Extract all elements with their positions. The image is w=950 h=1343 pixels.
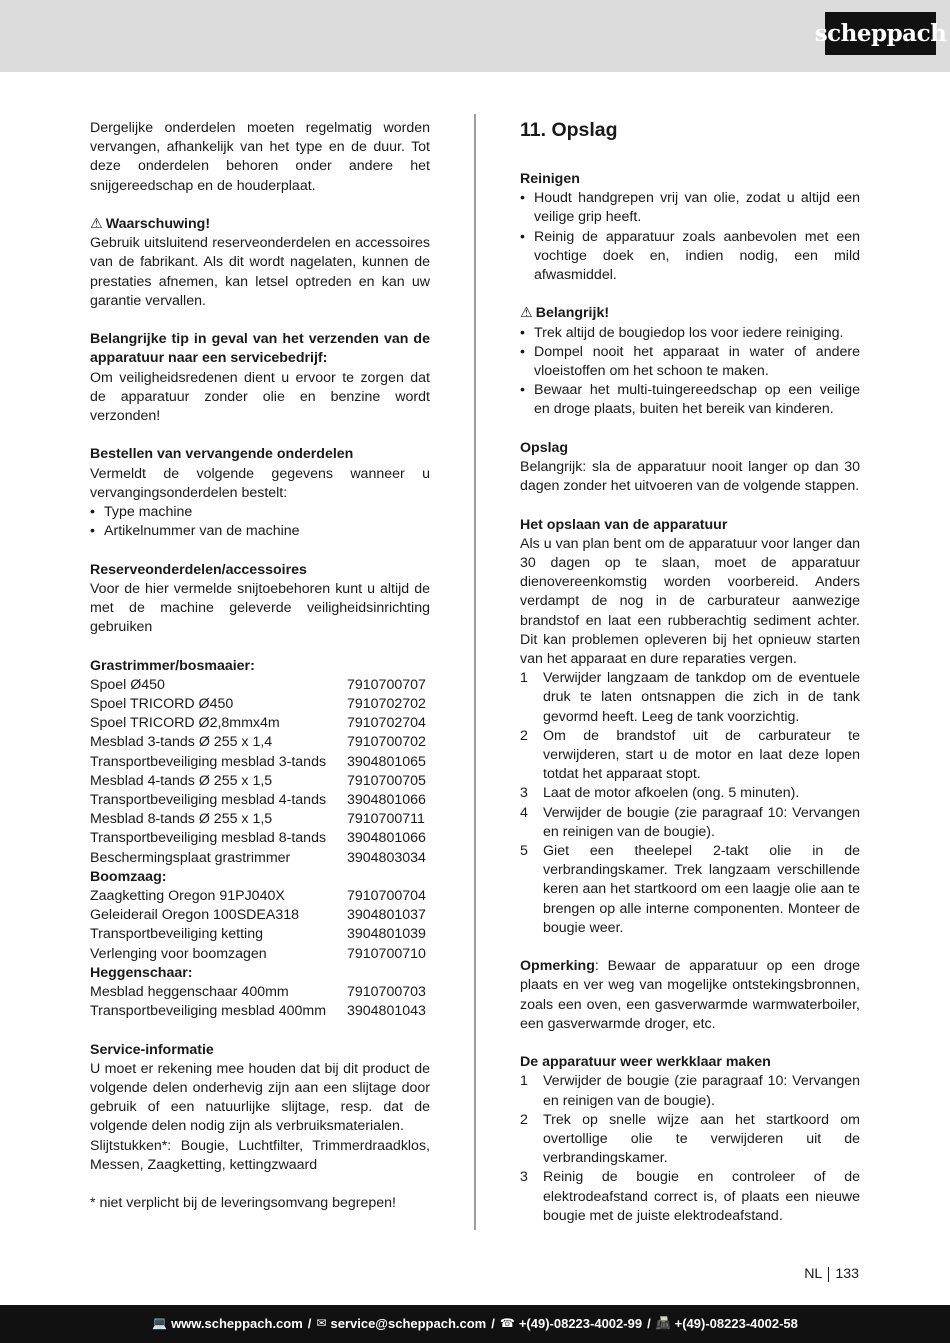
parts-row bbox=[90, 772, 430, 791]
list-item: 2 Om de brandstof uit de carburateur te verwijderen, start u de motor en laat deze lopen totdat het apparaat stopt. bbox=[520, 727, 860, 783]
part-name: Transportbeveiliging mesblad 4-tands bbox=[90, 792, 327, 809]
parts-row bbox=[90, 676, 430, 695]
part-name: Transportbeveiliging mesblad 8-tands bbox=[90, 830, 327, 847]
left-column bbox=[90, 119, 430, 1213]
fax-number: +(49)-08223-4002-58 bbox=[674, 1316, 798, 1332]
part-name: Beschermingsplaat grastrimmer bbox=[90, 849, 291, 866]
grass-trimmer-parts-table bbox=[90, 676, 430, 868]
shipping-tip-text: Om veiligheidsredenen dient u ervoor te zorgen dat de apparatuur zonder olie en benzine wordt verzonden! bbox=[90, 369, 430, 425]
part-name: Mesblad heggenschaar 400mm bbox=[90, 984, 289, 1001]
storing-equipment-heading: Het opslaan van de apparatuur bbox=[520, 516, 728, 533]
parts-row bbox=[90, 829, 430, 848]
chainsaw-parts-table bbox=[90, 887, 430, 964]
parts-row bbox=[90, 753, 430, 772]
part-name: Verlenging voor boomzagen bbox=[90, 945, 267, 962]
part-name: Mesblad 8-tands Ø 255 x 1,5 bbox=[90, 811, 273, 828]
footnote: * niet verplicht bij de leveringsomvang begrepen! bbox=[90, 1195, 397, 1212]
list-item: • Dompel nooit het apparaat in water of andere vloeistoffen om het schoon te maken. bbox=[520, 343, 860, 381]
parts-row bbox=[90, 887, 430, 906]
chainsaw-heading: Boomzaag: bbox=[90, 868, 167, 885]
storage-text: Belangrijk: sla de apparatuur nooit langer op dan 30 dagen zonder het uitvoeren van de volgende stappen. bbox=[520, 459, 860, 495]
phone-number: +(49)-08223-4002-99 bbox=[518, 1316, 643, 1332]
page-header bbox=[0, 0, 950, 72]
service-info-heading: Service-informatie bbox=[90, 1041, 214, 1058]
hedge-trimmer-heading: Heggenschaar: bbox=[90, 964, 193, 981]
parts-row bbox=[90, 810, 430, 829]
important-list bbox=[520, 324, 860, 420]
list-item: 5 Giet een theelepel 2-takt olie in de verbrandingskamer. Trek langzaam verschillende keren aan het startkoord om een laagje olie aan te brengen op alle interne componenten. Monteer de bougie weer. bbox=[520, 843, 860, 936]
list-item: 1 Verwijder de bougie (zie paragraaf 10: Vervangen en reinigen van de bougie). bbox=[520, 1073, 860, 1109]
part-code: 7910700705 bbox=[347, 772, 426, 789]
parts-row bbox=[90, 695, 430, 714]
order-parts-text: Vermeldt de volgende gegevens wanneer u vervangingsonderdelen bestelt: bbox=[90, 465, 430, 501]
list-item: • Houdt handgrepen vrij van olie, zodat u altijd een veilige grip heeft. bbox=[520, 189, 860, 227]
list-item: • Trek altijd de bougiedop los voor iedere reiniging. bbox=[520, 324, 860, 343]
fax-icon: 📠 bbox=[655, 1316, 671, 1331]
part-name: Spoel TRICORD Ø2,8mmx4m bbox=[90, 715, 280, 732]
parts-row bbox=[90, 849, 430, 868]
warning-heading: ⚠ Waarschuwing! bbox=[90, 215, 430, 234]
spares-text: Voor de hier vermelde snijtoebehoren kunt u altijd de met de machine geleverde veiligheidsinrichting gebruiken bbox=[90, 580, 430, 636]
grass-trimmer-heading: Grastrimmer/bosmaaier: bbox=[90, 657, 255, 674]
warning-text: Gebruik uitsluitend reserveonderdelen en accessoires van de fabrikant. Als dit wordt nagelaten, kunnen de prestaties afnemen, kan letsel optreden en kan uw garantie vervallen. bbox=[90, 235, 430, 309]
storing-steps-list bbox=[520, 669, 860, 938]
hedge-trimmer-parts-table bbox=[90, 983, 430, 1021]
part-name: Transportbeveiliging ketting bbox=[90, 926, 263, 943]
part-name: Mesblad 3-tands Ø 255 x 1,4 bbox=[90, 734, 273, 751]
email-link[interactable]: service@scheppach.com bbox=[330, 1316, 487, 1332]
service-info-text: U moet er rekening mee houden dat bij dit product de volgende delen onderhevig zijn aan een slijtage door gebruik of een natuurlijke slijtage, resp. dat de volgende delen nodig zijn als verbruiksmaterialen. bbox=[90, 1060, 430, 1135]
note-paragraph: Opmerking: Bewaar de apparatuur op een droge plaats en ver weg van mogelijke ontstekingsbronnen, zoals een oven, een gasverwarmde warmwaterboiler, een gasverwarmde droger, etc. bbox=[520, 958, 860, 1032]
column-divider bbox=[474, 114, 476, 1230]
order-parts-heading: Bestellen van vervangende onderdelen bbox=[90, 446, 354, 463]
part-code: 3904803034 bbox=[347, 849, 426, 866]
important-heading: ⚠ Belangrijk! bbox=[520, 304, 860, 323]
page-number bbox=[804, 1265, 859, 1284]
parts-row bbox=[90, 983, 430, 1002]
list-item: 4 Verwijder de bougie (zie paragraaf 10: Vervangen en reinigen van de bougie). bbox=[520, 804, 860, 840]
part-code: 7910700703 bbox=[347, 984, 426, 1001]
part-code: 3904801039 bbox=[347, 926, 426, 943]
right-column bbox=[520, 119, 860, 1226]
list-item: 2 Trek op snelle wijze aan het startkoord om overtollige olie te verwijderen uit de verbrandingskamer. bbox=[520, 1111, 860, 1167]
cleaning-list bbox=[520, 189, 860, 285]
part-code: 7910702704 bbox=[347, 715, 426, 732]
page-number-value: 133 bbox=[835, 1266, 859, 1282]
parts-row bbox=[90, 925, 430, 944]
part-name: Transportbeveiliging mesblad 3-tands bbox=[90, 753, 327, 770]
parts-row bbox=[90, 733, 430, 752]
warning-icon: ⚠ bbox=[520, 305, 533, 322]
note-label: Opmerking bbox=[520, 958, 595, 975]
page-footer: 💻 www.scheppach.com / ✉ service@scheppach.com / ☎ +(49)-08223-4002-99 / 📠 +(49)-08223-4002-58 bbox=[0, 1305, 950, 1343]
intro-paragraph: Dergelijke onderdelen moeten regelmatig worden vervangen, afhankelijk van het type en de duur. Tot deze onderdelen behoren onder andere het snijgereedschap en de houderplaat. bbox=[90, 120, 430, 194]
list-item: • Type machine bbox=[90, 503, 430, 522]
list-item: 3 Reinig de bougie en controleer of de elektrodeafstand correct is, of plaats een nieuwe bougie met de juiste elektrodeafstand. bbox=[520, 1169, 860, 1224]
part-name: Spoel Ø450 bbox=[90, 676, 165, 693]
scheppach-logo: scheppach bbox=[825, 12, 936, 55]
part-code: 7910700710 bbox=[347, 945, 426, 962]
language-code: NL bbox=[804, 1266, 823, 1282]
parts-row bbox=[90, 945, 430, 964]
part-code: 7910700702 bbox=[347, 734, 426, 751]
storage-heading: Opslag bbox=[520, 439, 569, 456]
ready-steps-list bbox=[520, 1072, 860, 1226]
part-name: Transportbeveiliging mesblad 400mm bbox=[90, 1003, 327, 1020]
list-item: • Bewaar het multi-tuingereedschap op een veilige en droge plaats, buiten het bereik van kinderen. bbox=[520, 381, 860, 419]
spares-heading: Reserveonderdelen/accessoires bbox=[90, 561, 307, 578]
part-code: 3904801037 bbox=[347, 907, 426, 924]
part-code: 3904801043 bbox=[347, 1003, 426, 1020]
part-name: Zaagketting Oregon 91PJ040X bbox=[90, 888, 285, 905]
part-code: 7910702702 bbox=[347, 696, 426, 713]
website-link[interactable]: www.scheppach.com bbox=[171, 1316, 303, 1332]
part-name: Mesblad 4-tands Ø 255 x 1,5 bbox=[90, 772, 273, 789]
list-item: 1 Verwijder langzaam de tankdop om de eventuele druk te laten ontsnappen die zich in de tank gevormd heeft. Leeg de tank voorzichtig. bbox=[520, 670, 860, 725]
part-code: 7910700711 bbox=[347, 811, 425, 828]
wear-parts-text: Slijtstukken*: Bougie, Luchtfilter, Trimmerdraadklos, Messen, Zaagketting, kettingzwaard bbox=[90, 1137, 430, 1173]
parts-row bbox=[90, 1002, 430, 1021]
parts-row bbox=[90, 906, 430, 925]
part-code: 3904801066 bbox=[347, 792, 426, 809]
list-item: 3 Laat de motor afkoelen (ong. 5 minuten). bbox=[520, 785, 800, 802]
part-name: Spoel TRICORD Ø450 bbox=[90, 696, 234, 713]
storing-equipment-text: Als u van plan bent om de apparatuur voor langer dan 30 dagen op te slaan, moet de apparatuur dienovereenkomstig worden voorbereid. Anders verdampt de nog in de carburateur aanwezige brandstof en laat een rubberachtig sediment achter. Dit kan problemen opleveren bij het opnieuw starten van het apparaat en dure reparaties vergen. bbox=[520, 535, 860, 668]
parts-row bbox=[90, 791, 430, 810]
computer-icon: 💻 bbox=[152, 1316, 168, 1331]
parts-row bbox=[90, 714, 430, 733]
warning-icon: ⚠ bbox=[90, 216, 103, 232]
order-parts-list bbox=[90, 503, 430, 541]
part-name: Geleiderail Oregon 100SDEA318 bbox=[90, 907, 300, 924]
part-code: 3904801066 bbox=[347, 830, 426, 847]
list-item: • Reinig de apparatuur zoals aanbevolen met een vochtige doek en, indien nodig, een mild afwasmiddel. bbox=[520, 228, 860, 286]
section-title: 11. Opslag bbox=[520, 119, 618, 141]
ready-heading: De apparatuur weer werkklaar maken bbox=[520, 1054, 771, 1071]
mail-icon: ✉ bbox=[316, 1316, 327, 1331]
cleaning-heading: Reinigen bbox=[520, 171, 580, 187]
part-code: 7910700707 bbox=[347, 676, 426, 693]
part-code: 7910700704 bbox=[347, 888, 426, 905]
list-item: • Artikelnummer van de machine bbox=[90, 522, 430, 541]
phone-icon: ☎ bbox=[499, 1316, 515, 1331]
part-code: 3904801065 bbox=[347, 753, 426, 770]
shipping-tip-heading: Belangrijke tip in geval van het verzenden van de apparatuur naar een servicebedrijf: bbox=[90, 331, 430, 367]
